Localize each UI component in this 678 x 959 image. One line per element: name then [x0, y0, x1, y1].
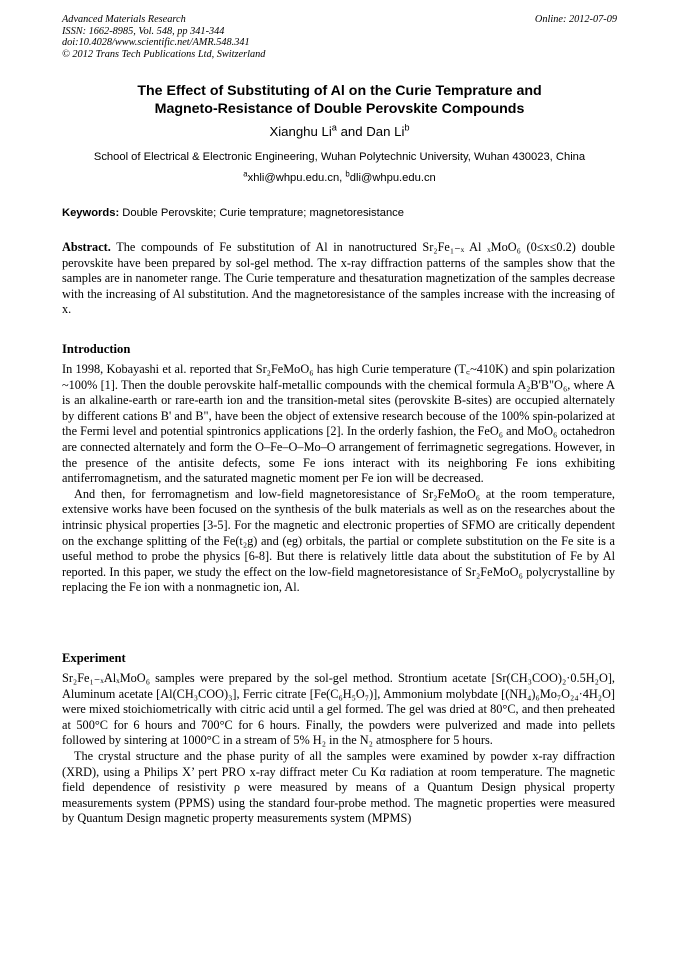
experiment-paragraph-1: Sr₂Fe₁₋ₓAlₓMoO₆ samples were prepared by the sol-gel method. Strontium acetate [Sr(CH₃COO)₂·0.5H₂O], Aluminum acetate [Al(CH₃COO)₃], Ferric citrate [Fe(C₆H₅O₇)], Ammonium molybdate [(NH₄)₆Mo₇O₂₄·4H₂O] were mixed stoichiometrically with citric acid until a gel formed. The gel was dried at 80°C, and then preheated at 500°C for 6 hours and 700°C for 6 hours. Finally, the powders were pulverized and made into pellets followed by sintering at 1000°C in a stream of 5% H₂ in the N₂ atmosphere for 5 hours. [62, 671, 615, 748]
journal-copyright: © 2012 Trans Tech Publications Ltd, Switzerland [62, 48, 266, 60]
title-line-1: The Effect of Substituting of Al on the Curie Temprature and [137, 83, 542, 99]
author-1-name: Xianghu Li [269, 124, 332, 139]
introduction-heading: Introduction [62, 342, 131, 356]
author-conjunction: and [336, 124, 367, 139]
author-list [62, 124, 617, 140]
experiment-paragraph-2: The crystal structure and the phase purity of all the samples were examined by powder x-ray diffraction (XRD), using a Philips X’ pert PRO x-ray diffract meter Cu Kα radiation at room temperature. The magnetic field dependence of resistivity ρ were measured by means of a Quantum Design physical property measurements system (PPMS) using the standard four-probe method. The magnetic properties were measured by Quantum Design magnetic property measurements system (MPMS) [62, 748, 615, 826]
email-a[interactable]: xhli@whpu.edu.cn, [247, 172, 346, 184]
keywords-label: Keywords: [62, 207, 120, 219]
journal-issn: ISSN: 1662-8985, Vol. 548, pp 341-344 [62, 25, 225, 37]
journal-header [62, 14, 617, 60]
introduction-paragraph-2: And then, for ferromagnetism and low-field magnetoresistance of Sr₂FeMoO₆ at the room temperature, extensive works have been focused on the synthesis of the bulk materials as well as on the researches about the intrinsic physical properties [3-5]. For the magnetic and electronic properties of SFMO are critically dependent on the exchange splitting of the Fe(t₂g) and (eg) orbitals, the partial or complete substitution on the Fe site is a useful method to probe the physics [6-8]. But there is relatively little data about the substitution of Fe by Al reported. In this paper, we study the effect on the low-field magnetoresistance of Sr₂FeMoO₆ polycrystalline by replacing the Fe ion with a nonmagnetic ion, Al. [62, 486, 615, 595]
email-b-mark: b [345, 169, 350, 179]
introduction-body [62, 362, 615, 596]
author-2-affil-mark: b [404, 122, 410, 133]
journal-name: Advanced Materials Research [62, 14, 186, 25]
abstract [62, 240, 615, 318]
experiment-heading: Experiment [62, 651, 126, 665]
author-emails [62, 171, 617, 185]
author-1-affil-mark: a [331, 122, 337, 133]
author-2-name: Dan Li [366, 124, 405, 139]
online-date: Online: 2012-07-09 [534, 14, 617, 25]
introduction-paragraph-1: In 1998, Kobayashi et al. reported that Sr₂FeMoO₆ has high Curie temperature (T꜀~410K) and spin polarization ~100% [1]. Then the double perovskite half-metallic compounds with the chemical formula A₂B'B"O₆, where A is an alkaline-earth or rare-earth ion and the transition-metal sites (perovskite B-sites) are occupied alternately by different cations B' and B", have been the object of extensive research becouse of the 100% spin-polarized at the Fermi level and potential spintronics applications [2]. In the orderly fashion, the FeO₆ and MoO₆ octahedron are connected alternately and form the O–Fe–O–Mo–O arrangement of ferrimagnetic segregations. However, in the presence of the antisite defects, some Fe ions interact with its neighboring Fe ions exhibiting antiferromagnetism, and the saturated magnetic moment per Fe ion will be decreased. [62, 362, 615, 486]
email-b[interactable]: dli@whpu.edu.cn [349, 172, 436, 184]
paper-title [62, 82, 617, 118]
keywords [62, 206, 617, 220]
abstract-text: The compounds of Fe substitution of Al in nanotructured Sr₂Fe₁₋ₓ Al ₓMoO₆ (0≤x≤0.2) double perovskite have been prepared by sol-gel method. The x-ray diffraction patterns of the samples show that the samples are in nanometer range. The Curie temperature and thesaturation magnetization of the samples decrease with the increasing of Al substitution. And the magnetoresistance of the samples increase with the increasing of x. [62, 240, 615, 317]
abstract-label: Abstract. [62, 240, 111, 254]
email-a-mark: a [243, 169, 248, 179]
journal-doi: doi:10.4028/www.scientific.net/AMR.548.341 [62, 37, 250, 48]
affiliation: School of Electrical & Electronic Engineering, Wuhan Polytechnic University, Wuhan 430023, China [93, 151, 586, 163]
title-line-2: Magneto-Resistance of Double Perovskite Compounds [154, 101, 525, 117]
experiment-body [62, 671, 615, 827]
keywords-text: Double Perovskite; Curie temprature; magnetoresistance [119, 207, 404, 219]
